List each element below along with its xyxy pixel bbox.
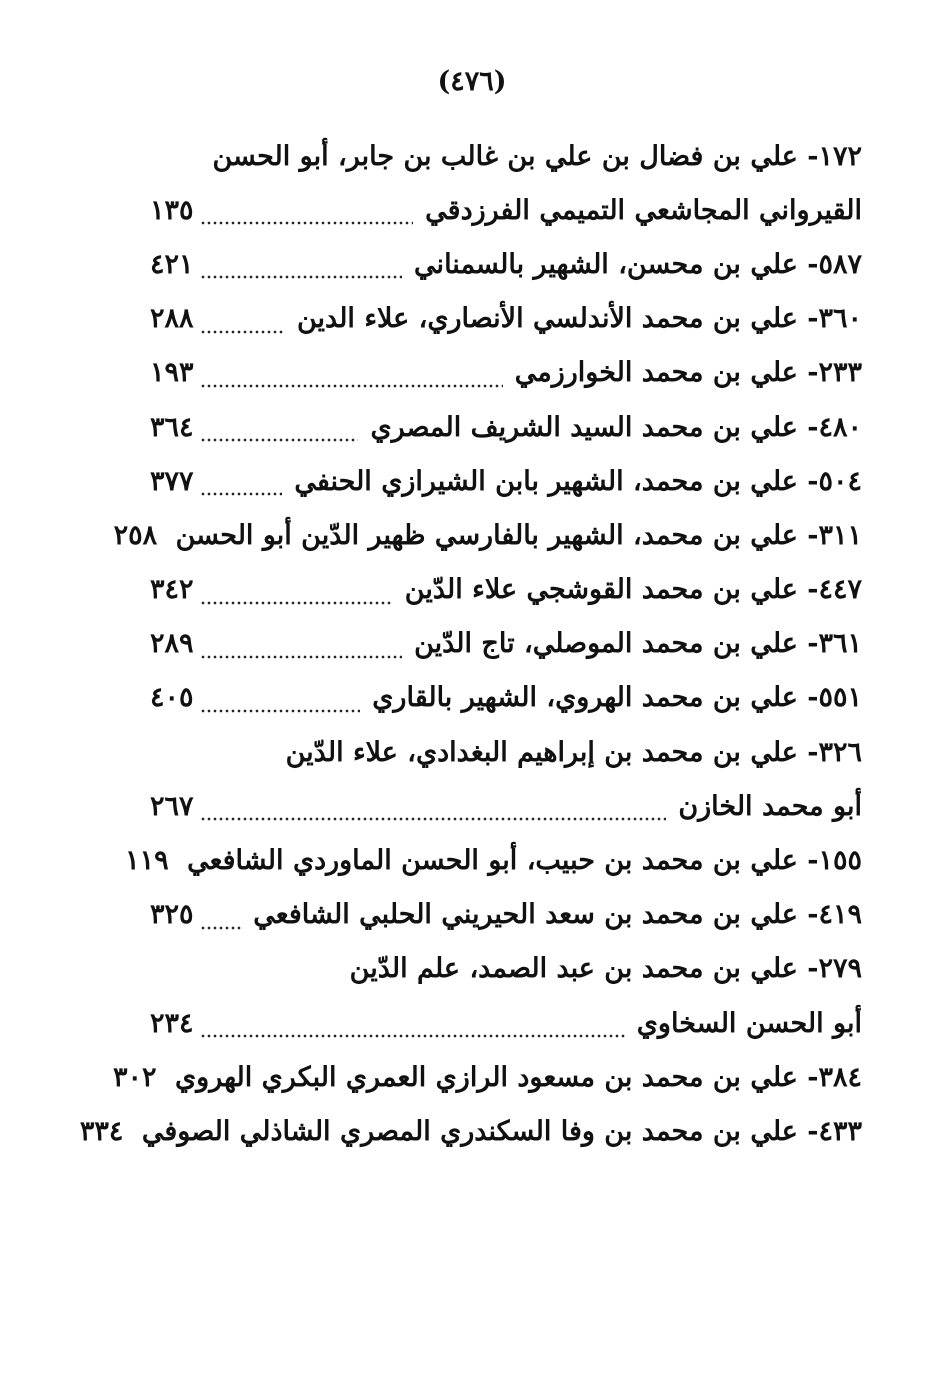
- entry-page: ٢٦٧: [150, 790, 194, 822]
- entry-page: ٢٥٨: [113, 519, 158, 551]
- entry-text: ١٥٥- علي بن محمد بن حبيب، أبو الحسن الماوردي الشافعي: [187, 845, 862, 877]
- index-entry: [150, 183, 862, 237]
- entry-text: ٥٥١- علي بن محمد الهروي، الشهير بالقاري: [372, 682, 862, 714]
- dot-leader: [200, 575, 393, 605]
- entry-text: ٢٧٩- علي بن محمد بن عبد الصمد، علم الدّين: [349, 953, 862, 985]
- index-entry: [150, 400, 862, 454]
- entry-page: ١١٩: [125, 845, 169, 877]
- dot-leader: [200, 629, 402, 659]
- entry-page: ٣٦٤: [150, 411, 194, 443]
- entry-page: ٣٣٤: [79, 1115, 124, 1147]
- entry-text: ٣٦١- علي بن محمد الموصلي، تاج الدّين: [414, 628, 862, 660]
- entry-page: ٢٨٩: [150, 628, 194, 660]
- index-entries: [79, 129, 862, 1159]
- index-entry: [125, 833, 862, 887]
- entry-page: ٢٣٤: [150, 1007, 194, 1039]
- entry-page: ٣٢٥: [150, 899, 194, 931]
- index-entry: [150, 454, 862, 508]
- entry-text: ٣٨٤- علي بن محمد بن مسعود الرازي العمري البكري الهروي: [175, 1061, 862, 1093]
- index-entry: [150, 237, 862, 291]
- entry-text: ٣٢٦- علي بن محمد بن إبراهيم البغدادي، علاء الدّين: [285, 736, 862, 768]
- entry-text: ٤٣٣- علي بن محمد بن وفا السكندري المصري الشاذلي الصوفي: [141, 1115, 862, 1147]
- index-entry: [79, 1104, 862, 1158]
- entry-text: ١٧٢- علي بن فضال بن علي بن غالب بن جابر، أبو الحسن: [212, 140, 862, 172]
- dot-leader: [200, 358, 503, 388]
- index-entry: [150, 617, 862, 671]
- entry-text: ٣٦٠- علي بن محمد الأندلسي الأنصاري، علاء الدين: [296, 303, 862, 335]
- entry-text: ٢٣٣- علي بن محمد الخوارزمي: [514, 357, 862, 389]
- entry-page: ٣٠٢: [113, 1061, 157, 1093]
- dot-leader: [200, 791, 666, 821]
- entry-text: ٤٤٧- علي بن محمد القوشجي علاء الدّين: [404, 574, 862, 606]
- index-entry: [150, 779, 862, 833]
- dot-leader: [200, 412, 358, 442]
- index-entry: [150, 671, 862, 725]
- index-entry: [150, 129, 862, 183]
- dot-leader: [200, 249, 402, 279]
- entry-text: ٤٨٠- علي بن محمد السيد الشريف المصري: [370, 411, 862, 443]
- entry-text: ٤١٩- علي بن محمد بن سعد الحيريني الحلبي الشافعي: [253, 899, 862, 931]
- entry-page: ٣٤٢: [150, 574, 194, 606]
- entry-text: أبو الحسن السخاوي: [636, 1007, 862, 1039]
- entry-page: ٣٧٧: [150, 465, 194, 497]
- index-entry: [150, 888, 862, 942]
- index-entry: [113, 1050, 862, 1104]
- dot-leader: [200, 304, 285, 334]
- dot-leader: [200, 466, 282, 496]
- entry-page: ٤٢١: [150, 248, 194, 280]
- entry-text: ٣١١- علي بن محمد، الشهير بالفارسي ظهير الدّين أبو الحسن: [175, 519, 862, 551]
- dot-leader: [200, 900, 241, 930]
- dot-leader: [200, 1008, 625, 1038]
- index-entry: [150, 292, 862, 346]
- entry-text: أبو محمد الخازن: [678, 790, 862, 822]
- index-entry: [150, 563, 862, 617]
- entry-page: ٢٨٨: [150, 303, 194, 335]
- entry-page: ١٣٥: [150, 194, 194, 226]
- index-entry: [150, 942, 862, 996]
- entry-text: ٥٠٤- علي بن محمد، الشهير بابن الشيرازي الحنفي: [294, 465, 862, 497]
- index-entry: [113, 508, 862, 562]
- entry-page: ١٩٣: [150, 357, 194, 389]
- entry-text: ٥٨٧- علي بن محسن، الشهير بالسمناني: [414, 248, 862, 280]
- entry-page: ٤٠٥: [150, 682, 194, 714]
- dot-leader: [200, 683, 360, 713]
- entry-text: القيرواني المجاشعي التميمي الفرزدقي: [425, 194, 862, 226]
- page-number: (٤٧٦): [437, 66, 507, 97]
- index-entry: [150, 346, 862, 400]
- index-entry: [150, 725, 862, 779]
- dot-leader: [200, 195, 413, 225]
- index-entry: [150, 996, 862, 1050]
